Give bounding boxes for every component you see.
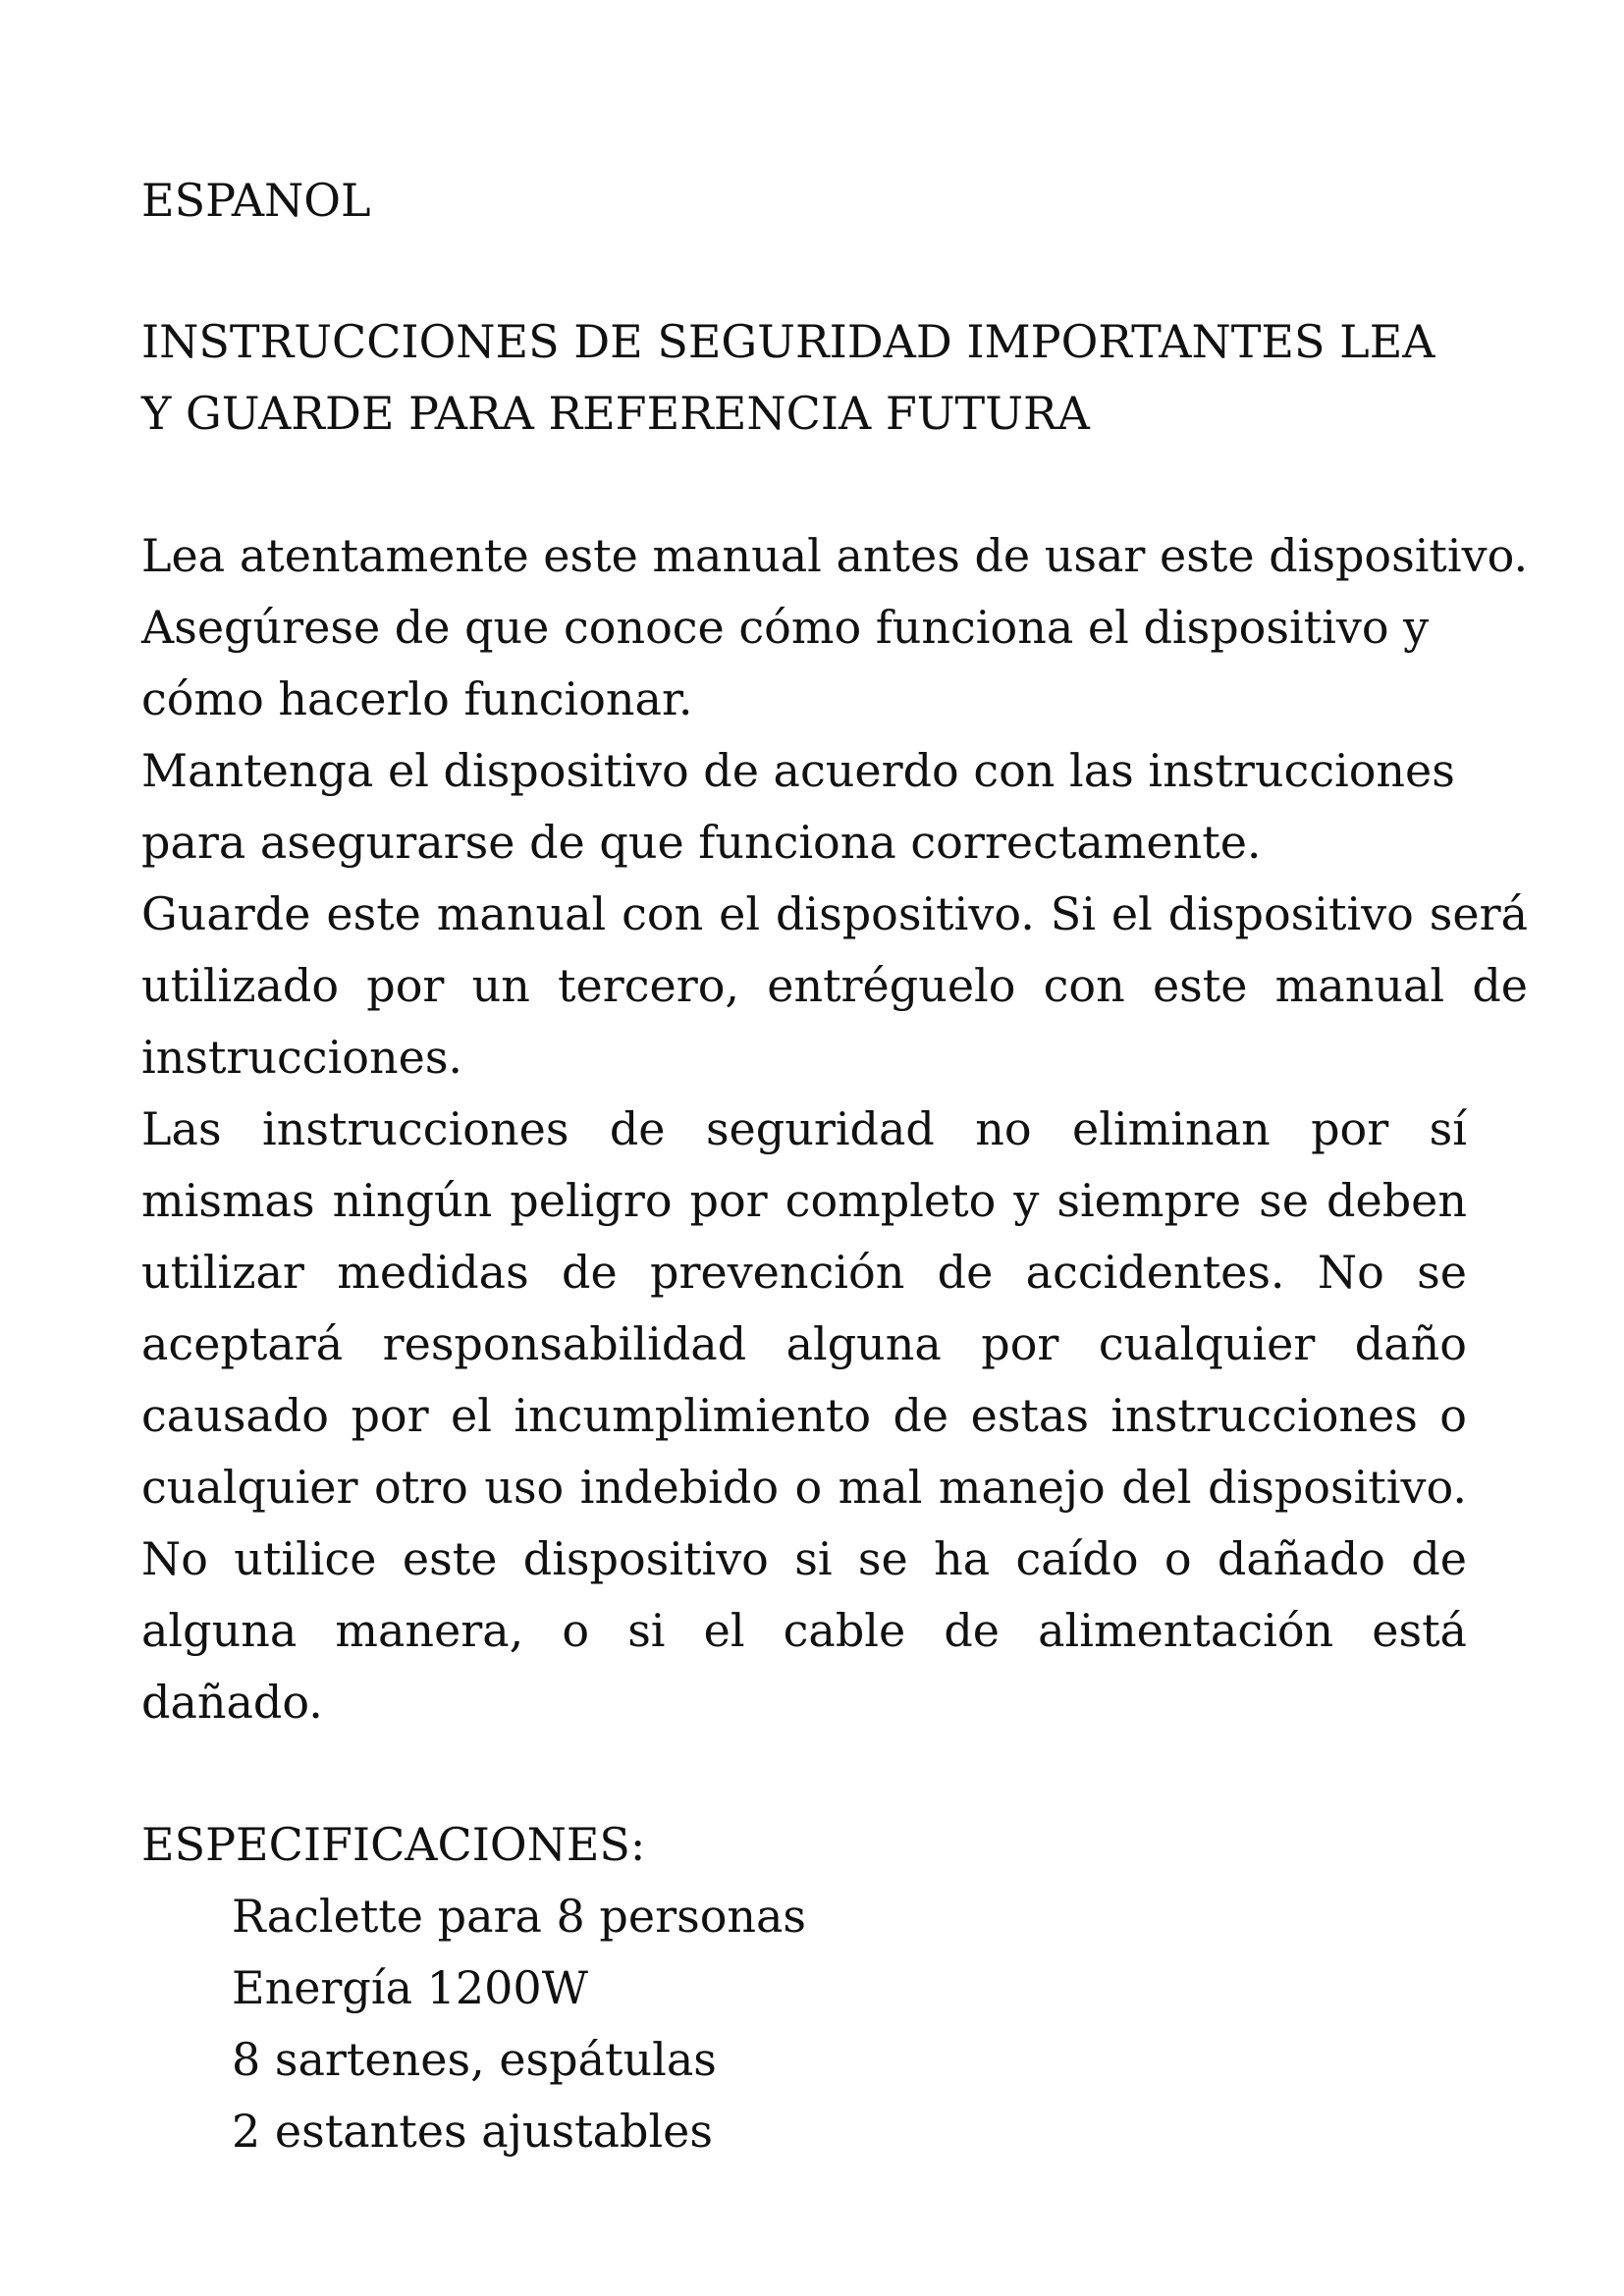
paragraph-keep-manual: Guarde este manual con el dispositivo. Si el dispositivo será utilizado por un tercero, entréguelo con este manual de instrucciones. [141,887,1528,1084]
spec-item-shelves: 2 estantes ajustables [232,2105,714,2158]
document-page [141,165,1536,2167]
spec-item-capacity: Raclette para 8 personas [232,1890,807,1943]
paragraph-know-device: Asegúrese de que conoce cómo funciona el dispositivo y cómo hacerlo funcionar. [141,601,1430,725]
safety-heading: INSTRUCCIONES DE SEGURIDAD IMPORTANTES LEA Y GUARDE PARA REFERENCIA FUTURA [141,315,1435,440]
spec-item-power: Energía 1200W [232,1961,588,2014]
paragraph-safety-notice: Las instrucciones de seguridad no eliminan por sí mismas ningún peligro por completo y siempre se deben utilizar medidas de prevención de accidentes. No se aceptará responsabilidad alguna por cualquier daño causado por el incumplimiento de estas instrucciones o cualquier otro uso indebido o mal manejo del dispositivo. No utilice este dispositivo si se ha caído o dañado de alguna manera, o si el cable de alimentación está dañado. [141,1102,1467,1729]
specs-list [141,1881,1536,2167]
language-heading: ESPANOL [141,174,371,227]
paragraph-read-manual: Lea atentamente este manual antes de usar este dispositivo. [141,529,1529,582]
spec-item-pans: 8 sartenes, espátulas [232,2033,717,2086]
specs-heading: ESPECIFICACIONES: [141,1818,646,1871]
paragraph-maintain-device: Mantenga el dispositivo de acuerdo con las instrucciones para asegurarse de que funciona correctamente. [141,744,1455,869]
